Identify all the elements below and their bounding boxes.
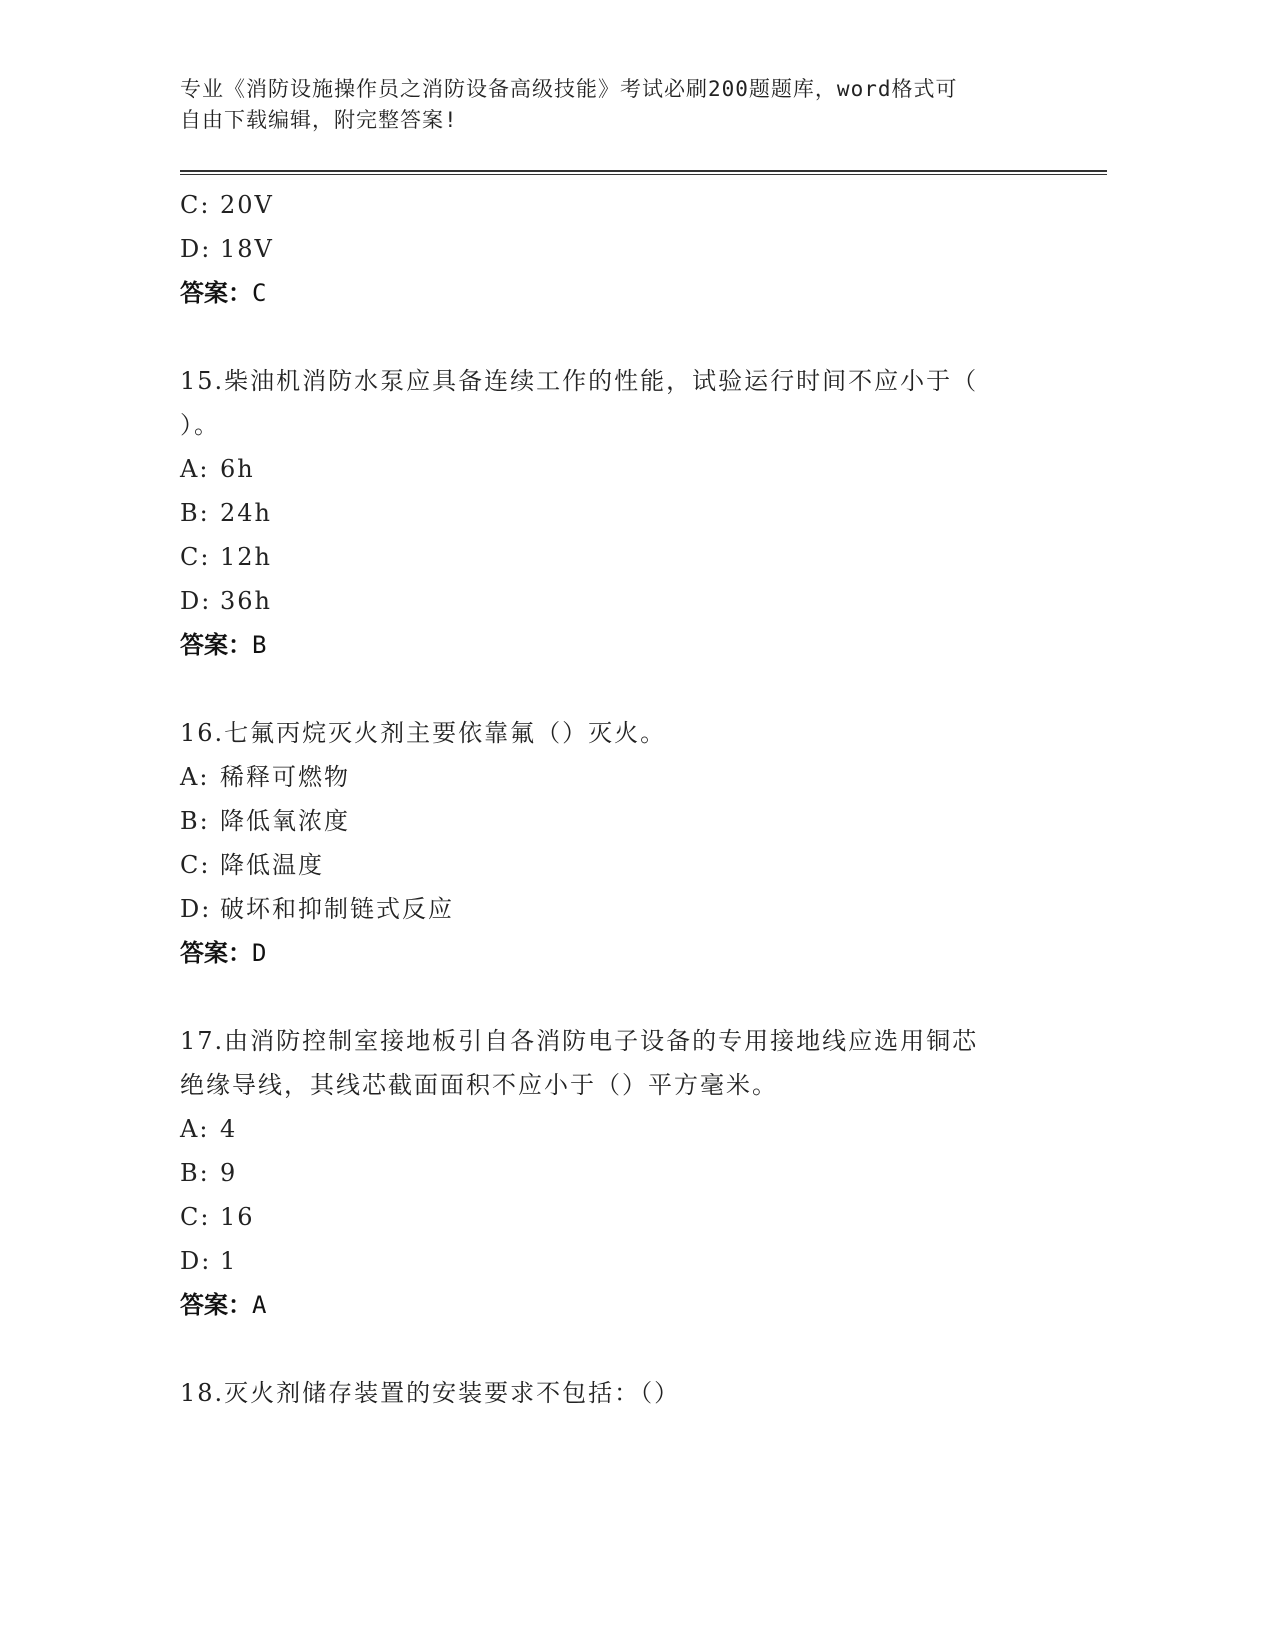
option-letter: D: [180, 235, 212, 263]
question-18 [180, 1371, 1040, 1415]
option-letter: C: [180, 543, 211, 571]
option-letter: D: [180, 895, 212, 923]
question-16 [180, 711, 1040, 975]
answer-label: 答案： [180, 1291, 252, 1319]
option-a [180, 447, 1040, 491]
option-letter: B: [180, 1159, 210, 1187]
question-number: 17. [180, 1027, 225, 1055]
option-text: 20V [220, 191, 274, 219]
question-14-continuation [180, 183, 1040, 315]
option-d [180, 887, 1040, 931]
answer-line [180, 271, 1040, 315]
option-letter: C: [180, 1203, 211, 1231]
question-text: 七氟丙烷灭火剂主要依靠氟（）灭火。 [224, 719, 667, 747]
question-text-line [180, 711, 1040, 755]
option-text: 1 [220, 1247, 238, 1275]
option-d [180, 579, 1040, 623]
answer-value: D [252, 939, 267, 967]
option-text: 36h [220, 587, 272, 615]
option-text: 9 [220, 1159, 238, 1187]
option-d [180, 1239, 1040, 1283]
option-letter: B: [180, 807, 210, 835]
question-15 [180, 359, 1040, 667]
question-number: 16. [180, 719, 225, 747]
answer-label: 答案： [180, 279, 252, 307]
question-text-line [180, 1371, 1040, 1415]
option-text: 4 [220, 1115, 238, 1143]
question-text: 绝缘导线，其线芯截面面积不应小于（）平方毫米。 [180, 1071, 778, 1099]
option-a [180, 1107, 1040, 1151]
option-text: 降低温度 [220, 851, 324, 879]
option-b [180, 799, 1040, 843]
option-c [180, 535, 1040, 579]
question-text: 由消防控制室接地板引自各消防电子设备的专用接地线应选用铜芯 [224, 1027, 979, 1055]
option-text: 6h [220, 455, 255, 483]
option-c [180, 843, 1040, 887]
option-d [180, 227, 1040, 271]
answer-line [180, 1283, 1040, 1327]
answer-value: B [252, 631, 267, 659]
option-letter: A: [180, 455, 210, 483]
question-text: ）。 [180, 411, 220, 439]
option-letter: B: [180, 499, 210, 527]
option-b [180, 491, 1040, 535]
question-list [180, 183, 1040, 1415]
option-a [180, 755, 1040, 799]
option-text: 12h [220, 543, 272, 571]
option-letter: A: [180, 763, 210, 791]
question-text-line [180, 1063, 1040, 1107]
answer-value: A [252, 1291, 267, 1319]
option-text: 16 [220, 1203, 255, 1231]
answer-line [180, 931, 1040, 975]
option-letter: D: [180, 1247, 212, 1275]
option-letter: C: [180, 851, 211, 879]
answer-label: 答案： [180, 939, 252, 967]
question-number: 18. [180, 1379, 225, 1407]
option-letter: D: [180, 587, 212, 615]
answer-value: C [252, 279, 267, 307]
header-title-line-2: 自由下载编辑，附完整答案! [180, 108, 458, 132]
document-header [180, 74, 1040, 136]
option-text: 降低氧浓度 [220, 807, 350, 835]
option-c [180, 183, 1040, 227]
question-text-line [180, 1019, 1040, 1063]
option-text: 破坏和抑制链式反应 [220, 895, 454, 923]
answer-line [180, 623, 1040, 667]
option-text: 稀释可燃物 [220, 763, 350, 791]
question-17 [180, 1019, 1040, 1327]
question-text: 柴油机消防水泵应具备连续工作的性能，试验运行时间不应小于（ [224, 367, 979, 395]
answer-label: 答案： [180, 631, 252, 659]
option-text: 18V [220, 235, 274, 263]
option-b [180, 1151, 1040, 1195]
header-divider [180, 170, 1107, 175]
header-title-line-1: 专业《消防设施操作员之消防设备高级技能》考试必刷200题题库，word格式可 [180, 77, 958, 101]
option-c [180, 1195, 1040, 1239]
question-text: 灭火剂储存装置的安装要求不包括：（） [224, 1379, 681, 1407]
question-number: 15. [180, 367, 225, 395]
question-text-line [180, 403, 1040, 447]
option-text: 24h [220, 499, 272, 527]
option-letter: C: [180, 191, 211, 219]
question-text-line [180, 359, 1040, 403]
option-letter: A: [180, 1115, 210, 1143]
